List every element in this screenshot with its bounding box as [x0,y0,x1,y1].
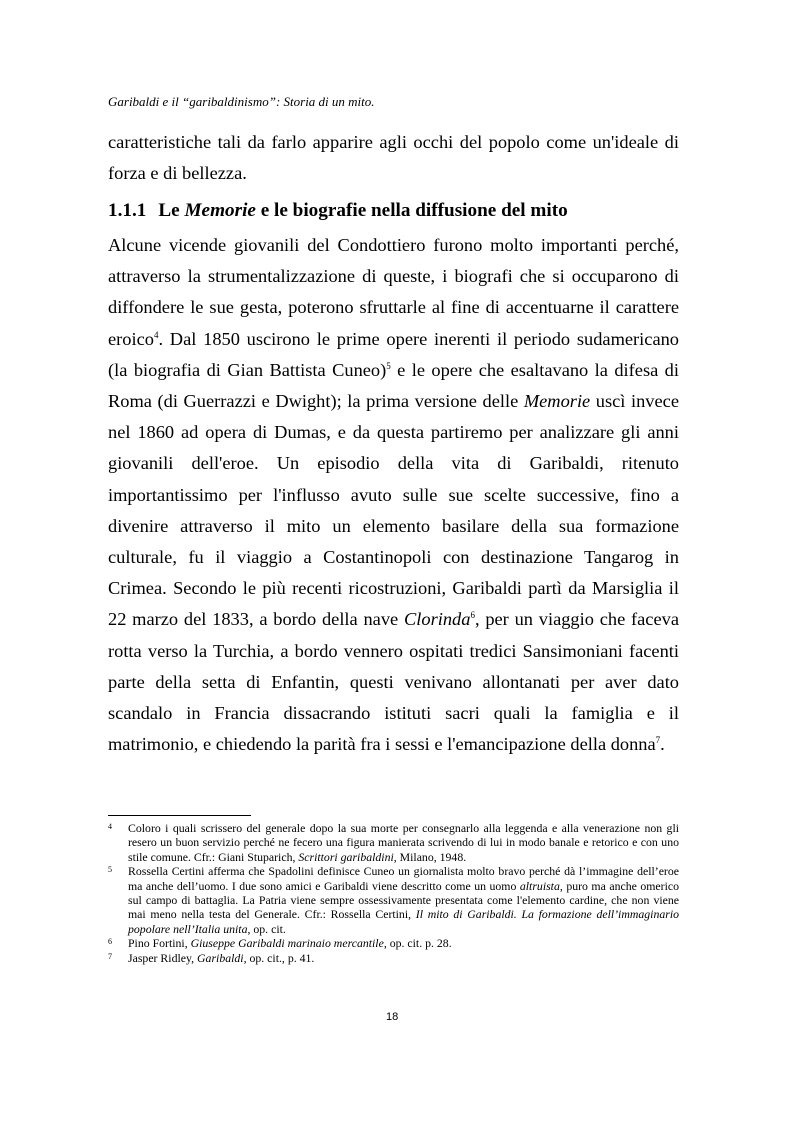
text-run: , per un viaggio che faceva rotta verso la Turchia, a bordo vennero ospitati tredici Sansimoniani facenti parte della setta di Enfantin, questi venivano allontanati per aver dato scandalo in Francia dissacrando istituti sacri quali la famiglia e il matrimonio, e chiedendo la parità fra i sessi e l'emancipazione della donna [108,609,679,755]
footnote-number: 4 [108,822,112,831]
text-run: uscì invece nel 1860 ad opera di Dumas, e da questa partiremo per analizzare gli anni giovanili dell'eroe. Un episodio della vita di Garibaldi, ritenuto importantissimo per l'influsso avuto sulle sue scelte successive, fino a divenire attraverso il mito un elemento basilare della sua formazione culturale, fu il viaggio a Costantinopoli con destinazione Tangarog in Crimea. Secondo le più recenti ricostruzioni, Garibaldi partì da Marsiglia il 22 marzo del 1833, a bordo della nave [108,391,679,630]
text-run: e le opere che esaltavano la difesa di Roma (di Guerrazzi e Dwight); la prima versione delle [108,359,679,412]
footnote-text: , op. cit. [247,921,286,936]
footnote [108,821,679,864]
footnote-italic: Scrittori garibaldini [298,849,394,864]
footnote-text: , Milano, 1948. [393,849,467,864]
footnote-text: , op. cit. p. 28. [383,936,452,951]
footnotes [108,821,679,965]
section-heading [108,200,568,222]
footnote-text: op. cit., p. 41. [246,950,315,965]
footnote-number: 5 [108,865,112,875]
footnote-text: Coloro i quali scrissero del generale dopo la sua morte per consegnarlo alla leggenda e alla venerazione non gli resero un buon servizio perché ne fecero una figura manierata scrivendo di lui in modo banale e retorico e con uno stile comune. Cfr.: Giani Stuparich, [128,821,679,864]
section-title-italic: Memorie [184,200,256,221]
footnote-number: 7 [108,951,112,961]
footnote [108,936,679,950]
section-title-post: e le biografie nella diffusione del mito [255,200,568,221]
running-header: Garibaldi e il “garibaldinismo”: Storia di un mito. [108,94,375,109]
section-title-pre: Le [158,200,185,221]
text-run: . Dal 1850 uscirono le prime opere inerenti il periodo sudamericano (la biografia di Gian Battista Cuneo) [108,328,679,380]
footnote-italic: altruista [519,878,560,893]
footnote [108,864,679,936]
footnote-text: , puro ma anche omerico sul campo di battaglia. La Patria viene sempre ossessivamente presentata come l'elemento cardine, che non viene mai meno nella testa del Generale. Cfr.: Rossella Certini, [128,878,679,922]
italic-title: Clorinda [404,609,471,630]
footnote-separator [108,815,251,816]
footnote-text: Rossella Certini afferma che Spadolini definisce Cuneo un giornalista molto bravo perché dà l’immagine dell’eroe ma anche dell’uomo. I due sono amici e Garibaldi viene descritto come un uomo [128,864,679,893]
footnote-ref: 5 [386,360,391,371]
text-run: . [660,734,665,755]
main-paragraph [108,230,679,760]
footnote-text: Jasper Ridley, [128,950,198,965]
footnote-ref: 4 [153,329,159,340]
footnote-italic: Giuseppe Garibaldi marinaio mercantile [190,936,384,951]
footnote-text: Pino Fortini, [128,936,191,951]
footnote-italic: Garibaldi, [197,950,247,965]
footnote [108,951,679,965]
text-run: Alcune vicende giovanili del Condottiero furono molto importanti perché, attraverso la strumentalizzazione di queste, i biografi che si occuparono di diffondere le sue gesta, poterono sfruttarle al fine di accentuarne il carattere eroico [108,235,679,349]
section-number: 1.1.1 [108,200,147,221]
italic-title: Memorie [523,391,591,412]
page-number: 18 [386,1011,399,1023]
footnote-number: 6 [108,937,112,947]
intro-paragraph: caratteristiche tali da farlo apparire agli occhi del popolo come un'ideale di forza e di bellezza. [108,132,679,184]
footnote-ref: 6 [470,610,475,621]
footnote-italic: Il mito di Garibaldi. La formazione dell’immaginario popolare nell’Italia unita [128,907,680,936]
footnote-ref: 7 [655,735,661,746]
